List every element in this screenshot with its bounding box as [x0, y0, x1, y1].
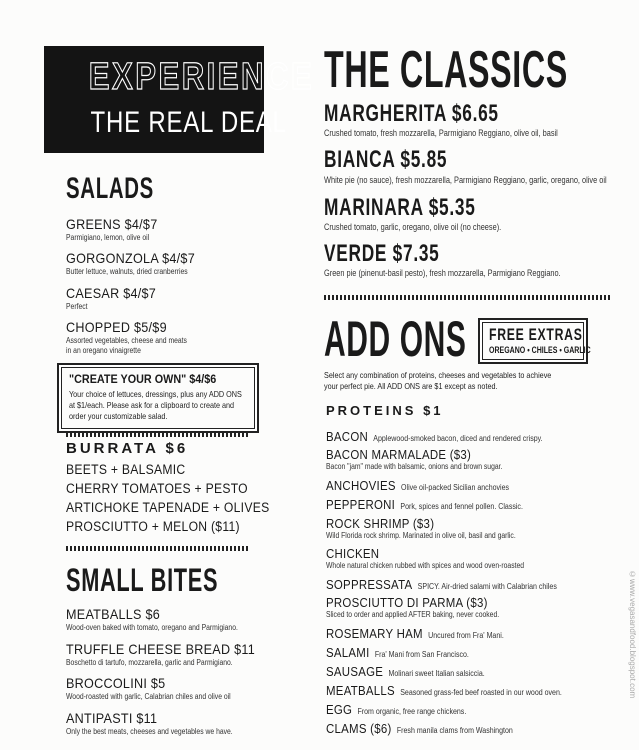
burrata-item: CHERRY TOMATOES + PESTO	[66, 481, 248, 496]
divider	[66, 546, 250, 551]
protein-item: SALAMI Fra' Mani from San Francisco.	[326, 645, 469, 660]
burrata-item: BEETS + BALSAMIC	[66, 462, 186, 477]
watermark: ©www.vegasandfood.blogspot.com	[628, 570, 637, 699]
protein-item: CLAMS ($6) Fresh manila clams from Washington	[326, 721, 513, 736]
burrata-item: ARTICHOKE TAPENADE + OLIVES	[66, 500, 270, 515]
salad-item-desc: in an oregano vinaigrette	[66, 346, 141, 355]
classic-desc: Crushed tomato, garlic, oregano, olive oil (no cheese).	[324, 222, 502, 232]
protein-desc: Whole natural chicken rubbed with spices and wood oven-roasted	[326, 561, 525, 570]
salad-item-desc: Butter lettuce, walnuts, dried cranberries	[66, 267, 188, 276]
burrata-item: PROSCIUTTO + MELON ($11)	[66, 519, 240, 534]
salad-item-name: GORGONZOLA $4/$7	[66, 250, 195, 266]
protein-item: BACON Applewood-smoked bacon, diced and rendered crispy.	[326, 429, 543, 444]
protein-item: ROCK SHRIMP ($3)	[326, 516, 435, 531]
classic-name: MARINARA $5.35	[324, 194, 476, 221]
divider	[66, 432, 250, 437]
protein-item: ANCHOVIES Olive oil-packed Sicilian anchovies	[326, 478, 510, 493]
salad-item-desc: Parmigiano, lemon, olive oil	[66, 233, 150, 242]
classic-name: MARGHERITA $6.65	[324, 100, 499, 127]
salad-item-name: GREENS $4/$7	[66, 216, 158, 232]
classics-title: THE CLASSICS	[324, 41, 568, 99]
salads-title: SALADS	[66, 172, 154, 205]
small-bite-name: MEATBALLS $6	[66, 606, 161, 622]
banner-line-2: THE REAL DEAL	[90, 106, 287, 139]
small-bite-desc: Only the best meats, cheeses and vegetables we have.	[66, 727, 233, 736]
free-extras-box	[478, 318, 591, 364]
protein-item: SAUSAGE Molinari sweet Italian salsiccia.	[326, 664, 485, 679]
classic-name: VERDE $7.35	[324, 240, 440, 267]
small-bite-name: TRUFFLE CHEESE BREAD $11	[66, 641, 255, 657]
experience-banner	[44, 46, 315, 153]
protein-item: SOPPRESSATA SPICY. Air-dried salami with Calabrian chiles	[326, 577, 557, 592]
classic-name: BIANCA $5.85	[324, 146, 448, 173]
small-bite-desc: Boschetto di tartufo, mozzarella, garlic and Parmigiano.	[66, 658, 233, 667]
protein-desc: Sliced to order and applied AFTER baking, never cooked.	[326, 610, 500, 619]
free-extras-title: FREE EXTRAS	[489, 325, 583, 344]
protein-desc: Wild Florida rock shrimp. Marinated in olive oil, basil and garlic.	[326, 531, 516, 540]
protein-item: BACON MARMALADE ($3)	[326, 447, 472, 462]
add-ons-intro: Select any combination of proteins, cheeses and vegetables to achieve	[324, 370, 552, 380]
small-bite-desc: Wood-roasted with garlic, Calabrian chiles and olive oil	[66, 692, 231, 701]
salad-item-name: CAESAR $4/$7	[66, 285, 157, 301]
free-extras-sub: OREGANO • CHILES • GARLIC	[489, 345, 591, 355]
create-line: at $1/each. Please ask for a clipboard to create and	[69, 400, 235, 410]
protein-item: PEPPERONI Pork, spices and fennel pollen. Classic.	[326, 497, 523, 512]
salad-item-desc: Perfect	[66, 302, 88, 311]
protein-item: MEATBALLS Seasoned grass-fed beef roasted in our wood oven.	[326, 683, 562, 698]
add-ons-intro: your perfect pie. All ADD ONS are $1 except as noted.	[324, 381, 498, 391]
classic-desc: White pie (no sauce), fresh mozzarella, Parmigiano Reggiano, garlic, oregano, olive oil	[324, 175, 607, 185]
classic-desc: Green pie (pinenut-basil pesto), fresh mozzarella, Parmigiano Reggiano.	[324, 268, 561, 278]
protein-item: ROSEMARY HAM Uncured from Fra' Mani.	[326, 626, 504, 641]
proteins-title: PROTEINS $1	[326, 403, 444, 418]
salad-item-name: CHOPPED $5/$9	[66, 319, 167, 335]
classic-desc: Crushed tomato, fresh mozzarella, Parmigiano Reggiano, olive oil, basil	[324, 128, 558, 138]
create-title: "CREATE YOUR OWN" $4/$6	[69, 372, 217, 386]
create-line: Your choice of lettuces, dressings, plus any ADD ONS	[69, 389, 242, 399]
create-your-own-box	[57, 363, 259, 433]
divider	[324, 295, 610, 300]
protein-item: EGG From organic, free range chickens.	[326, 702, 467, 717]
small-bite-desc: Wood-oven baked with tomato, oregano and Parmigiano.	[66, 623, 238, 632]
protein-item: CHICKEN	[326, 546, 380, 561]
burrata-title: BURRATA $6	[66, 440, 189, 457]
create-line: order your customizable salad.	[69, 411, 168, 421]
salad-item-desc: Assorted vegetables, cheese and meats	[66, 336, 187, 345]
small-bite-name: BROCCOLINI $5	[66, 675, 166, 691]
add-ons-title: ADD ONS	[324, 311, 467, 367]
small-bites-title: SMALL BITES	[66, 562, 219, 598]
small-bite-name: ANTIPASTI $11	[66, 710, 158, 726]
protein-item: PROSCIUTTO DI PARMA ($3)	[326, 595, 488, 610]
protein-desc: Bacon "jam" made with balsamic, onions and brown sugar.	[326, 462, 503, 471]
banner-line-1: EXPERIENCE	[88, 56, 315, 98]
